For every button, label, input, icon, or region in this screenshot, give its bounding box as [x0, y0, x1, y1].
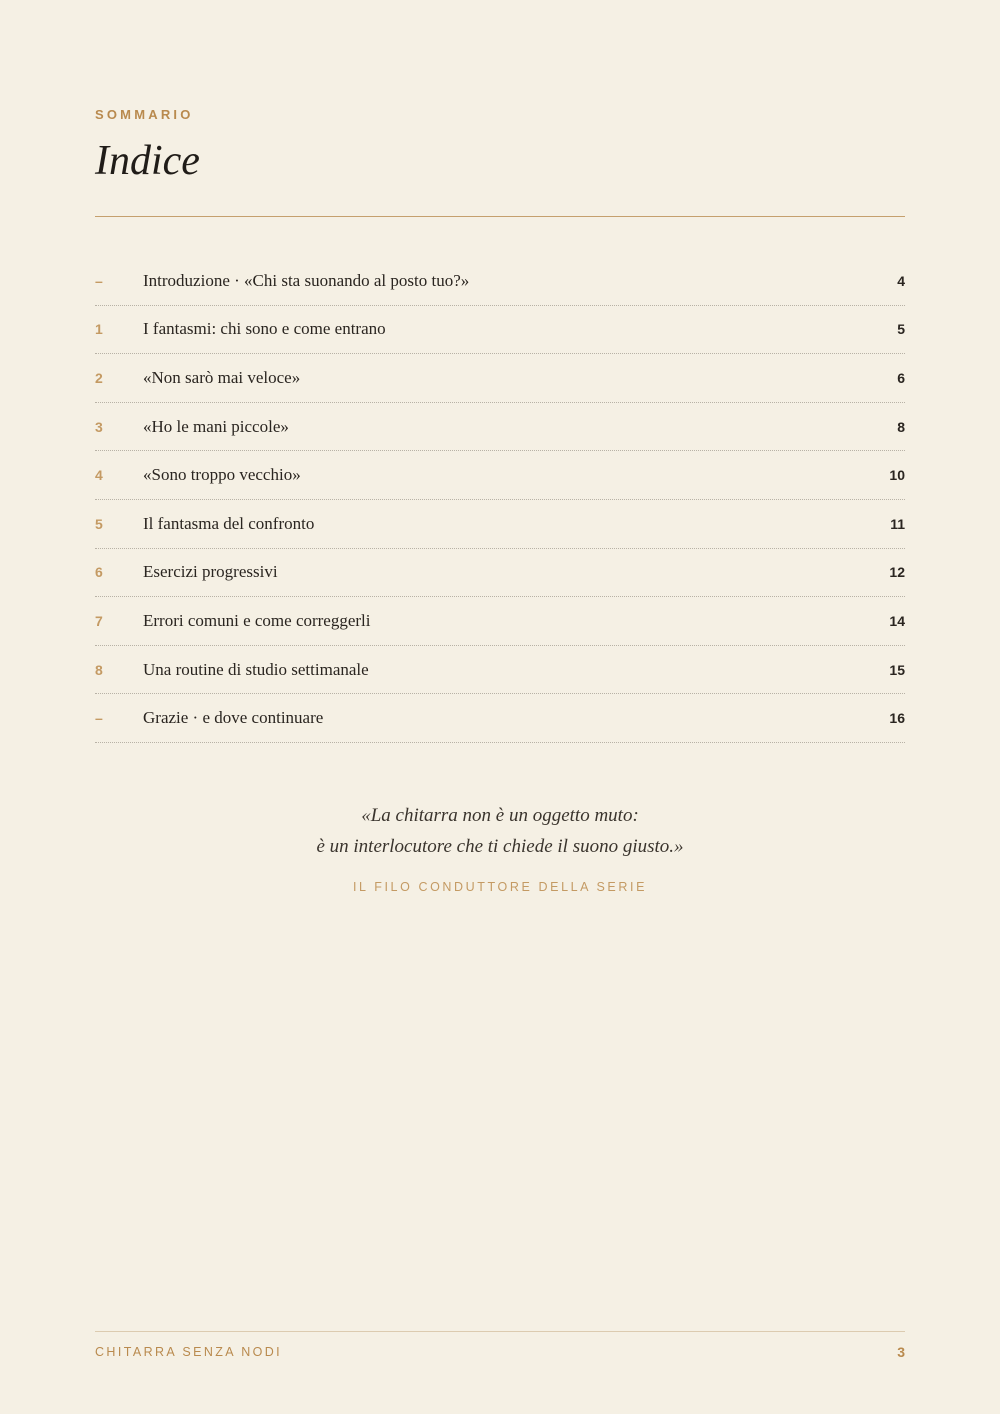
toc-entry-title: Introduzione · «Chi sta suonando al posto tuo?» [143, 270, 470, 290]
table-of-contents [95, 257, 905, 743]
toc-entry-page: 16 [889, 710, 905, 727]
toc-entry-page: 5 [897, 321, 905, 338]
section-kicker: SOMMARIO [95, 107, 194, 122]
footer-page-number: 3 [897, 1344, 905, 1360]
toc-entry-number: 8 [95, 661, 103, 678]
toc-entry-chapter-2[interactable] [95, 354, 905, 403]
toc-entry-page: 6 [897, 369, 905, 386]
toc-entry-title: Una routine di studio settimanale [143, 659, 369, 679]
epigraph-quote [0, 800, 1000, 862]
toc-entry-page: 10 [889, 467, 905, 484]
toc-entry-number: 1 [95, 321, 103, 338]
toc-entry-number: 5 [95, 515, 103, 532]
toc-entry-page: 14 [889, 612, 905, 629]
toc-entry-title: «Ho le mani piccole» [143, 416, 289, 436]
toc-entry-number: – [95, 710, 103, 727]
toc-entry-title: Esercizi progressivi [143, 562, 278, 582]
toc-entry-introduction[interactable] [95, 257, 905, 306]
toc-entry-title: «Non sarò mai veloce» [143, 367, 301, 387]
toc-entry-chapter-3[interactable] [95, 403, 905, 452]
toc-entry-chapter-7[interactable] [95, 597, 905, 646]
toc-entry-title: Grazie · e dove continuare [143, 708, 324, 728]
footer-divider [95, 1331, 905, 1332]
toc-entry-chapter-5[interactable] [95, 500, 905, 549]
toc-entry-number: – [95, 272, 103, 289]
toc-entry-chapter-8[interactable] [95, 646, 905, 695]
toc-entry-acknowledgements[interactable] [95, 694, 905, 743]
title-divider [95, 216, 905, 217]
toc-entry-number: 2 [95, 369, 103, 386]
toc-entry-number: 3 [95, 418, 103, 435]
footer-book-title: CHITARRA SENZA NODI [95, 1345, 283, 1359]
toc-entry-page: 4 [897, 272, 905, 289]
toc-entry-number: 7 [95, 612, 103, 629]
toc-entry-chapter-6[interactable] [95, 549, 905, 598]
toc-entry-page: 8 [897, 418, 905, 435]
toc-entry-page: 11 [890, 515, 905, 532]
page-title: Indice [95, 138, 200, 184]
toc-entry-title: I fantasmi: chi sono e come entrano [143, 319, 386, 339]
quote-attribution: IL FILO CONDUTTORE DELLA SERIE [352, 880, 648, 894]
toc-entry-number: 6 [95, 564, 103, 581]
toc-entry-number: 4 [95, 467, 103, 484]
toc-entry-page: 12 [889, 564, 905, 581]
toc-entry-title: Il fantasma del confronto [143, 513, 315, 533]
toc-entry-title: «Sono troppo vecchio» [143, 465, 301, 485]
toc-entry-title: Errori comuni e come correggerli [143, 610, 371, 630]
quote-line-1: «La chitarra non è un oggetto muto: [361, 805, 639, 826]
toc-entry-chapter-1[interactable] [95, 306, 905, 355]
quote-line-2: è un interlocutore che ti chiede il suono giusto.» [316, 836, 684, 857]
toc-entry-page: 15 [889, 661, 905, 678]
toc-entry-chapter-4[interactable] [95, 451, 905, 500]
